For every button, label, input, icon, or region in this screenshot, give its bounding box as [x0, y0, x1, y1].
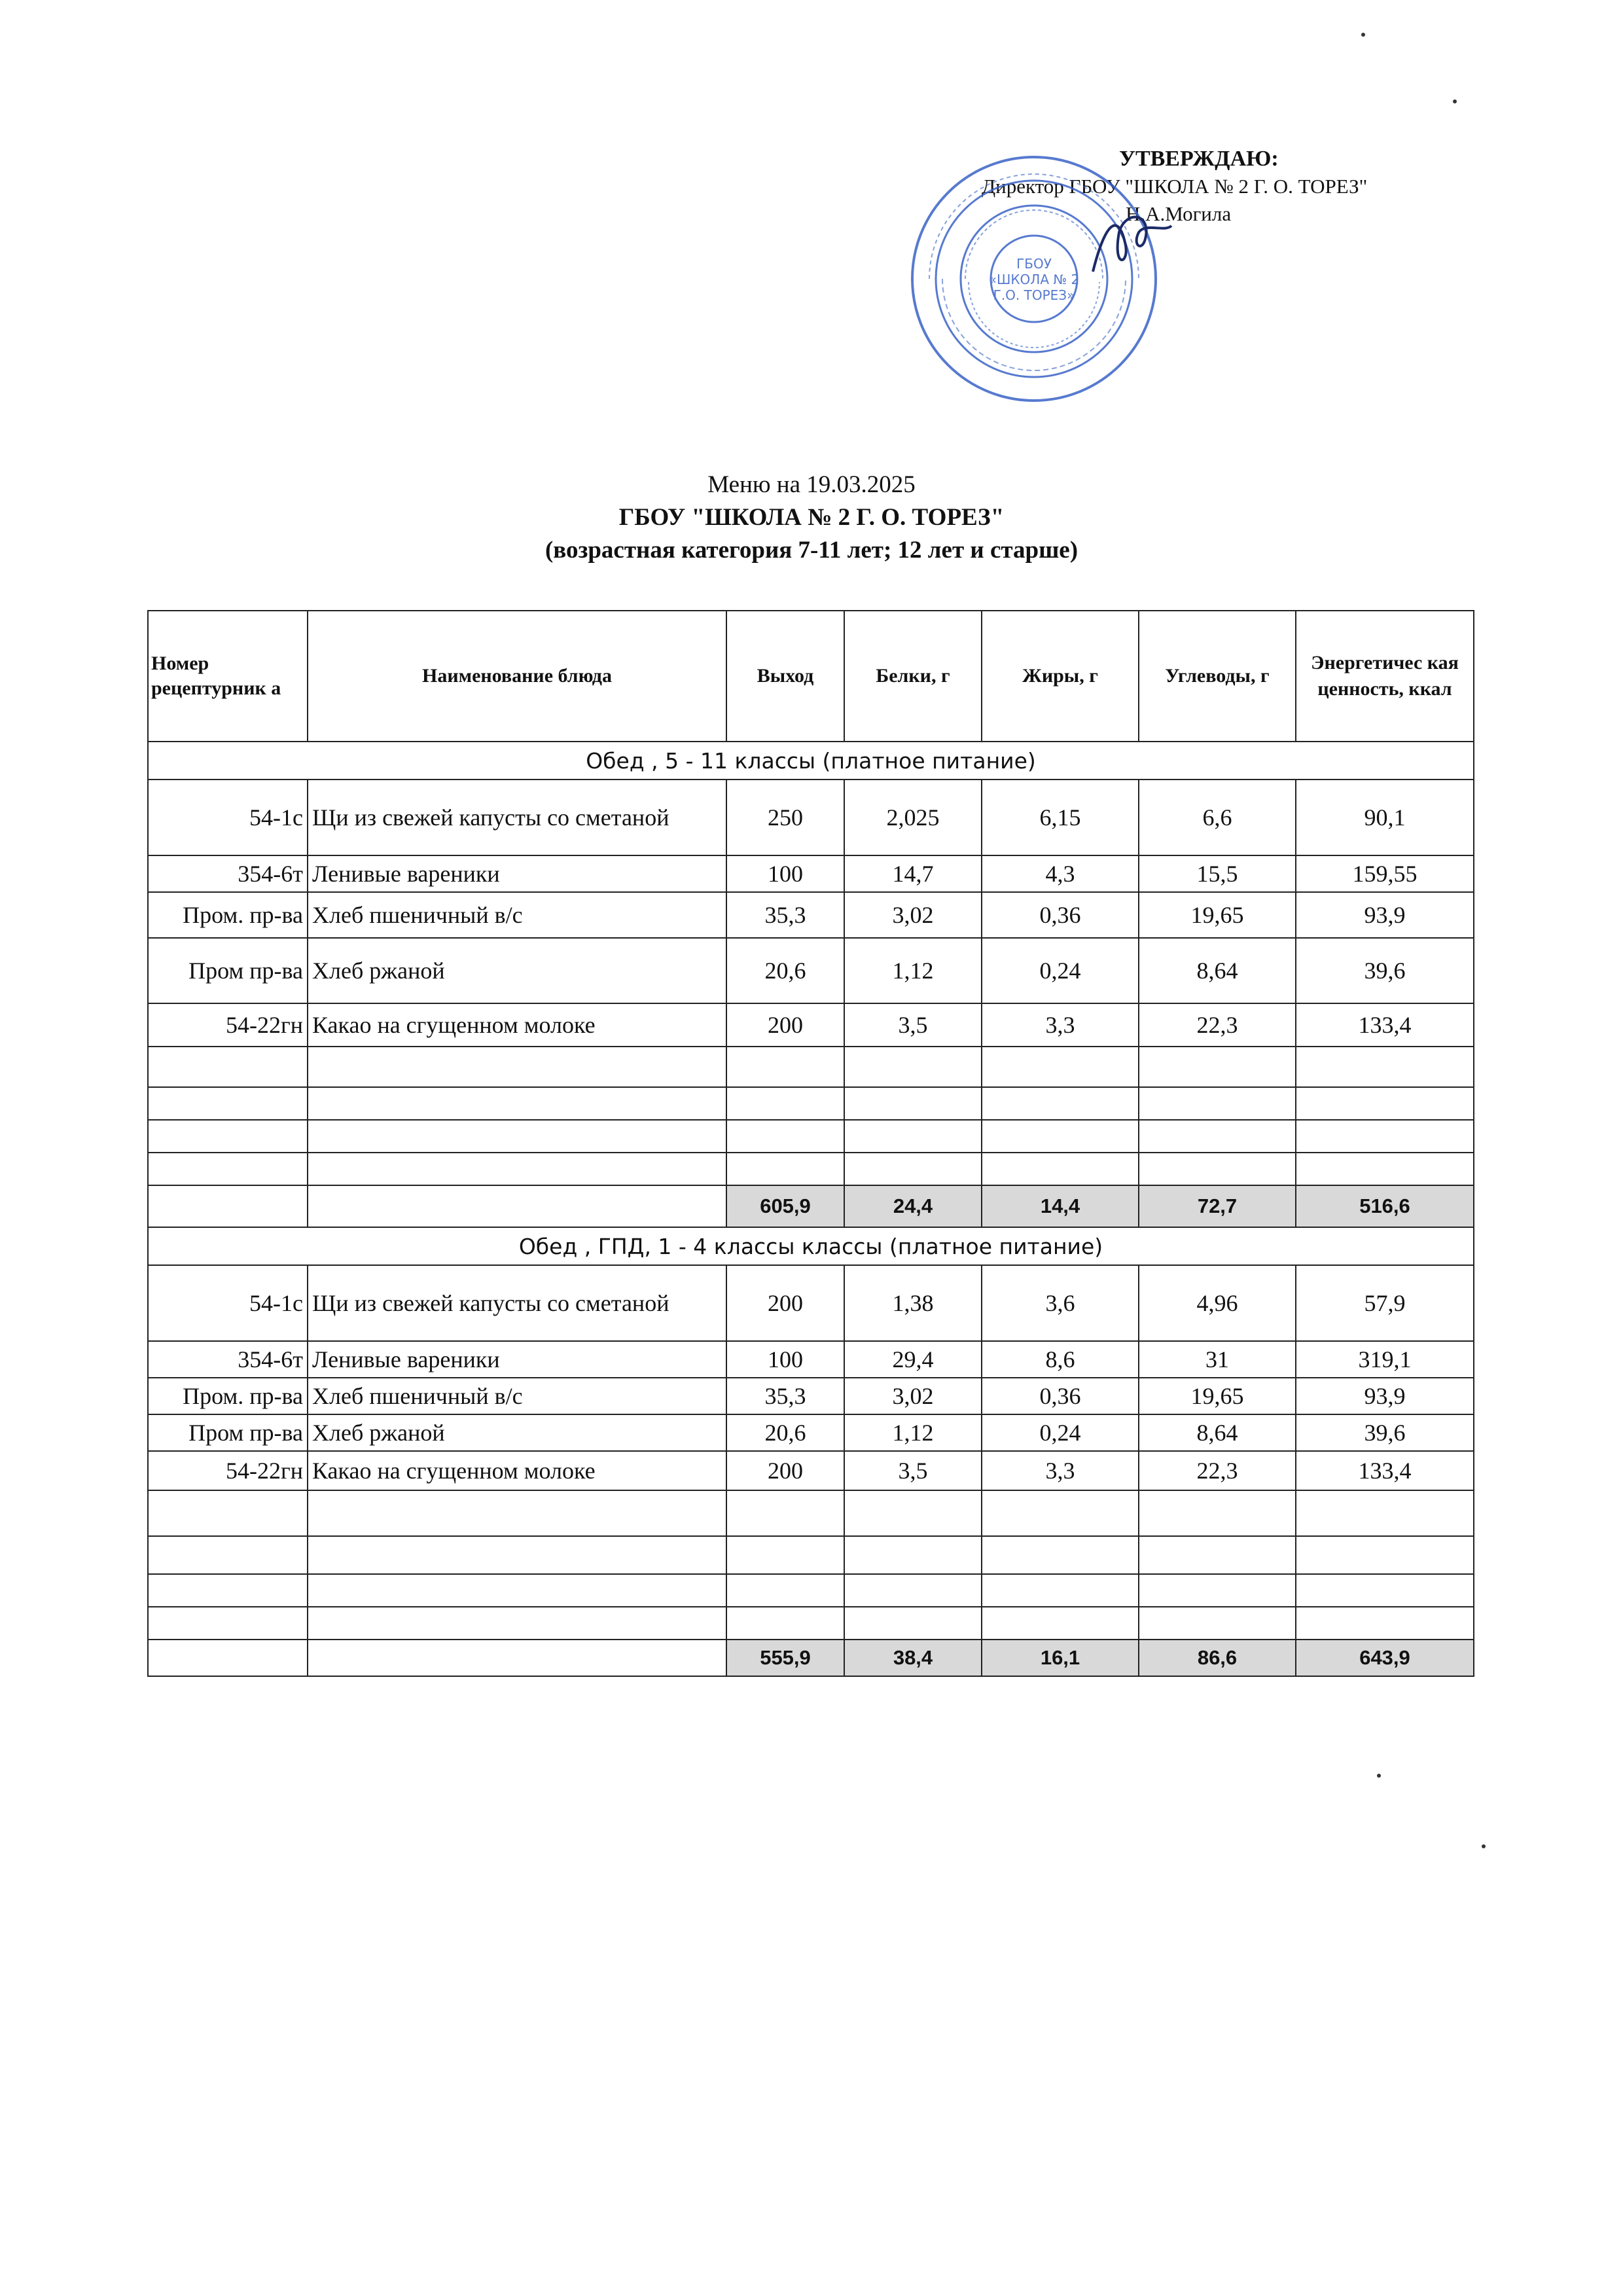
svg-text:ГБОУ: ГБОУ	[1016, 256, 1052, 272]
empty-cell	[844, 1536, 982, 1574]
cell-protein: 1,38	[844, 1265, 982, 1341]
cell-yield: 200	[726, 1265, 844, 1341]
cell-energy: 93,9	[1296, 1378, 1474, 1414]
cell-name: Хлеб пшеничный в/с	[308, 1378, 726, 1414]
table-row	[148, 780, 1474, 855]
cell-carbs: 8,64	[1139, 938, 1296, 1003]
empty-cell	[982, 1490, 1139, 1536]
cell-energy: 39,6	[1296, 1414, 1474, 1451]
empty-cell	[982, 1153, 1139, 1185]
cell-protein: 3,02	[844, 892, 982, 938]
cell-energy: 93,9	[1296, 892, 1474, 938]
empty-cell	[308, 1153, 726, 1185]
empty-cell	[1296, 1047, 1474, 1087]
cell-carbs: 31	[1139, 1341, 1296, 1378]
cell-name: Ленивые вареники	[308, 855, 726, 892]
total-protein: 24,4	[844, 1185, 982, 1227]
school-name: ГБОУ "ШКОЛА № 2 Г. О. ТОРЕЗ"	[618, 504, 1005, 531]
empty-cell	[148, 1153, 308, 1185]
empty-row	[148, 1574, 1474, 1607]
cell-fat: 0,36	[982, 892, 1139, 938]
empty-cell	[844, 1490, 982, 1536]
table-row	[148, 1265, 1474, 1341]
cell-name: Щи из свежей капусты со сметаной	[308, 780, 726, 855]
empty-row	[148, 1047, 1474, 1087]
total-row	[148, 1185, 1474, 1227]
svg-text:«ШКОЛА № 2: «ШКОЛА № 2	[988, 272, 1080, 287]
empty-cell	[1296, 1153, 1474, 1185]
total-carbs: 72,7	[1139, 1185, 1296, 1227]
cell-carbs: 19,65	[1139, 892, 1296, 938]
scan-speck	[1361, 33, 1365, 37]
cell-fat: 0,36	[982, 1378, 1139, 1414]
empty-cell	[726, 1087, 844, 1120]
cell-code: Пром пр-ва	[148, 1414, 308, 1451]
empty-cell	[726, 1490, 844, 1536]
table-header-row	[148, 611, 1474, 742]
header-energy: Энергетичес кая ценность, ккал	[1296, 611, 1474, 742]
empty-cell	[726, 1153, 844, 1185]
cell-energy: 90,1	[1296, 780, 1474, 855]
empty-cell	[1296, 1536, 1474, 1574]
cell-energy: 57,9	[1296, 1265, 1474, 1341]
cell-carbs: 22,3	[1139, 1451, 1296, 1490]
cell-code: Пром пр-ва	[148, 938, 308, 1003]
empty-cell	[844, 1574, 982, 1607]
empty-cell	[308, 1120, 726, 1153]
cell-fat: 3,3	[982, 1003, 1139, 1047]
empty-cell	[148, 1640, 308, 1676]
cell-code: 354-6т	[148, 855, 308, 892]
cell-code: 54-22гн	[148, 1003, 308, 1047]
cell-yield: 200	[726, 1451, 844, 1490]
cell-name: Хлеб ржаной	[308, 1414, 726, 1451]
empty-cell	[148, 1047, 308, 1087]
empty-cell	[1296, 1120, 1474, 1153]
cell-carbs: 4,96	[1139, 1265, 1296, 1341]
cell-carbs: 19,65	[1139, 1378, 1296, 1414]
cell-name: Ленивые вареники	[308, 1341, 726, 1378]
table-row	[148, 938, 1474, 1003]
cell-code: 54-22гн	[148, 1451, 308, 1490]
empty-cell	[308, 1640, 726, 1676]
total-energy: 516,6	[1296, 1185, 1474, 1227]
scan-speck	[1377, 1774, 1381, 1778]
cell-code: 354-6т	[148, 1341, 308, 1378]
cell-energy: 39,6	[1296, 938, 1474, 1003]
cell-name: Какао на сгущенном молоке	[308, 1003, 726, 1047]
section-row	[148, 742, 1474, 780]
empty-cell	[982, 1087, 1139, 1120]
cell-protein: 14,7	[844, 855, 982, 892]
menu-table	[147, 610, 1474, 1677]
table-row	[148, 1414, 1474, 1451]
scan-speck	[1482, 1844, 1486, 1848]
cell-energy: 319,1	[1296, 1341, 1474, 1378]
section-row	[148, 1227, 1474, 1265]
total-fat: 14,4	[982, 1185, 1139, 1227]
empty-cell	[844, 1607, 982, 1640]
empty-cell	[308, 1574, 726, 1607]
table-row	[148, 1378, 1474, 1414]
empty-row	[148, 1087, 1474, 1120]
empty-cell	[1139, 1120, 1296, 1153]
empty-cell	[844, 1153, 982, 1185]
cell-protein: 29,4	[844, 1341, 982, 1378]
empty-cell	[1139, 1153, 1296, 1185]
cell-code: Пром. пр-ва	[148, 892, 308, 938]
cell-fat: 3,6	[982, 1265, 1139, 1341]
cell-fat: 6,15	[982, 780, 1139, 855]
empty-cell	[1296, 1490, 1474, 1536]
empty-cell	[1139, 1490, 1296, 1536]
empty-row	[148, 1607, 1474, 1640]
empty-cell	[1139, 1536, 1296, 1574]
empty-cell	[1296, 1574, 1474, 1607]
empty-cell	[726, 1047, 844, 1087]
approval-title: УТВЕРЖДАЮ:	[1119, 147, 1279, 171]
empty-row	[148, 1490, 1474, 1536]
total-row	[148, 1640, 1474, 1676]
table-row	[148, 1451, 1474, 1490]
header-name: Наименование блюда	[308, 611, 726, 742]
cell-energy: 133,4	[1296, 1003, 1474, 1047]
cell-protein: 3,02	[844, 1378, 982, 1414]
cell-code: 54-1с	[148, 1265, 308, 1341]
cell-yield: 100	[726, 855, 844, 892]
total-protein: 38,4	[844, 1640, 982, 1676]
cell-name: Хлеб ржаной	[308, 938, 726, 1003]
empty-cell	[308, 1047, 726, 1087]
cell-yield: 200	[726, 1003, 844, 1047]
table-row	[148, 1341, 1474, 1378]
section-title: Обед , ГПД, 1 - 4 классы классы (платное питание)	[148, 1227, 1474, 1265]
empty-cell	[148, 1574, 308, 1607]
empty-cell	[1139, 1087, 1296, 1120]
header-yield: Выход	[726, 611, 844, 742]
table-row	[148, 855, 1474, 892]
empty-cell	[726, 1536, 844, 1574]
empty-cell	[844, 1120, 982, 1153]
header-fat: Жиры, г	[982, 611, 1139, 742]
empty-cell	[148, 1087, 308, 1120]
cell-carbs: 22,3	[1139, 1003, 1296, 1047]
empty-cell	[982, 1120, 1139, 1153]
empty-cell	[982, 1607, 1139, 1640]
cell-yield: 35,3	[726, 892, 844, 938]
section-title: Обед , 5 - 11 классы (платное питание)	[148, 742, 1474, 780]
empty-cell	[726, 1607, 844, 1640]
cell-protein: 3,5	[844, 1451, 982, 1490]
cell-name: Хлеб пшеничный в/с	[308, 892, 726, 938]
cell-code: Пром. пр-ва	[148, 1378, 308, 1414]
svg-text:Г.О. ТОРЕЗ»: Г.О. ТОРЕЗ»	[993, 287, 1075, 303]
table-row	[148, 1003, 1474, 1047]
empty-cell	[308, 1490, 726, 1536]
total-energy: 643,9	[1296, 1640, 1474, 1676]
cell-yield: 20,6	[726, 938, 844, 1003]
cell-carbs: 6,6	[1139, 780, 1296, 855]
empty-cell	[148, 1185, 308, 1227]
age-category: (возрастная категория 7-11 лет; 12 лет и старше)	[544, 537, 1079, 564]
total-yield: 605,9	[726, 1185, 844, 1227]
empty-cell	[1139, 1607, 1296, 1640]
signature	[1080, 206, 1178, 285]
empty-cell	[148, 1536, 308, 1574]
empty-row	[148, 1153, 1474, 1185]
approval-position: Директор ГБОУ "ШКОЛА № 2 Г. О. ТОРЕЗ"	[982, 175, 1368, 198]
empty-cell	[308, 1536, 726, 1574]
empty-cell	[982, 1047, 1139, 1087]
cell-fat: 4,3	[982, 855, 1139, 892]
total-fat: 16,1	[982, 1640, 1139, 1676]
empty-cell	[982, 1536, 1139, 1574]
header-protein: Белки, г	[844, 611, 982, 742]
cell-name: Щи из свежей капусты со сметаной	[308, 1265, 726, 1341]
cell-protein: 2,025	[844, 780, 982, 855]
cell-energy: 159,55	[1296, 855, 1474, 892]
cell-yield: 100	[726, 1341, 844, 1378]
empty-cell	[148, 1607, 308, 1640]
cell-code: 54-1с	[148, 780, 308, 855]
menu-date-title: Меню на 19.03.2025	[707, 471, 916, 498]
empty-cell	[308, 1087, 726, 1120]
empty-row	[148, 1120, 1474, 1153]
empty-cell	[844, 1087, 982, 1120]
empty-cell	[726, 1120, 844, 1153]
empty-cell	[1139, 1574, 1296, 1607]
cell-yield: 35,3	[726, 1378, 844, 1414]
empty-cell	[148, 1120, 308, 1153]
empty-cell	[1139, 1047, 1296, 1087]
cell-carbs: 15,5	[1139, 855, 1296, 892]
empty-cell	[148, 1490, 308, 1536]
empty-cell	[726, 1574, 844, 1607]
empty-cell	[982, 1574, 1139, 1607]
cell-carbs: 8,64	[1139, 1414, 1296, 1451]
cell-protein: 1,12	[844, 938, 982, 1003]
cell-yield: 250	[726, 780, 844, 855]
cell-protein: 3,5	[844, 1003, 982, 1047]
empty-cell	[1296, 1087, 1474, 1120]
total-yield: 555,9	[726, 1640, 844, 1676]
header-code: Номер рецептурник а	[148, 611, 308, 742]
total-carbs: 86,6	[1139, 1640, 1296, 1676]
cell-fat: 8,6	[982, 1341, 1139, 1378]
table-row	[148, 892, 1474, 938]
cell-fat: 0,24	[982, 938, 1139, 1003]
document-heading	[0, 469, 1623, 567]
cell-fat: 0,24	[982, 1414, 1139, 1451]
cell-protein: 1,12	[844, 1414, 982, 1451]
cell-name: Какао на сгущенном молоке	[308, 1451, 726, 1490]
scan-speck	[1453, 99, 1457, 103]
empty-cell	[1296, 1607, 1474, 1640]
empty-cell	[308, 1185, 726, 1227]
empty-cell	[308, 1607, 726, 1640]
header-carbs: Углеводы, г	[1139, 611, 1296, 742]
cell-yield: 20,6	[726, 1414, 844, 1451]
cell-energy: 133,4	[1296, 1451, 1474, 1490]
cell-fat: 3,3	[982, 1451, 1139, 1490]
empty-row	[148, 1536, 1474, 1574]
approval-signatory: Н.А.Могила	[1126, 202, 1232, 225]
empty-cell	[844, 1047, 982, 1087]
